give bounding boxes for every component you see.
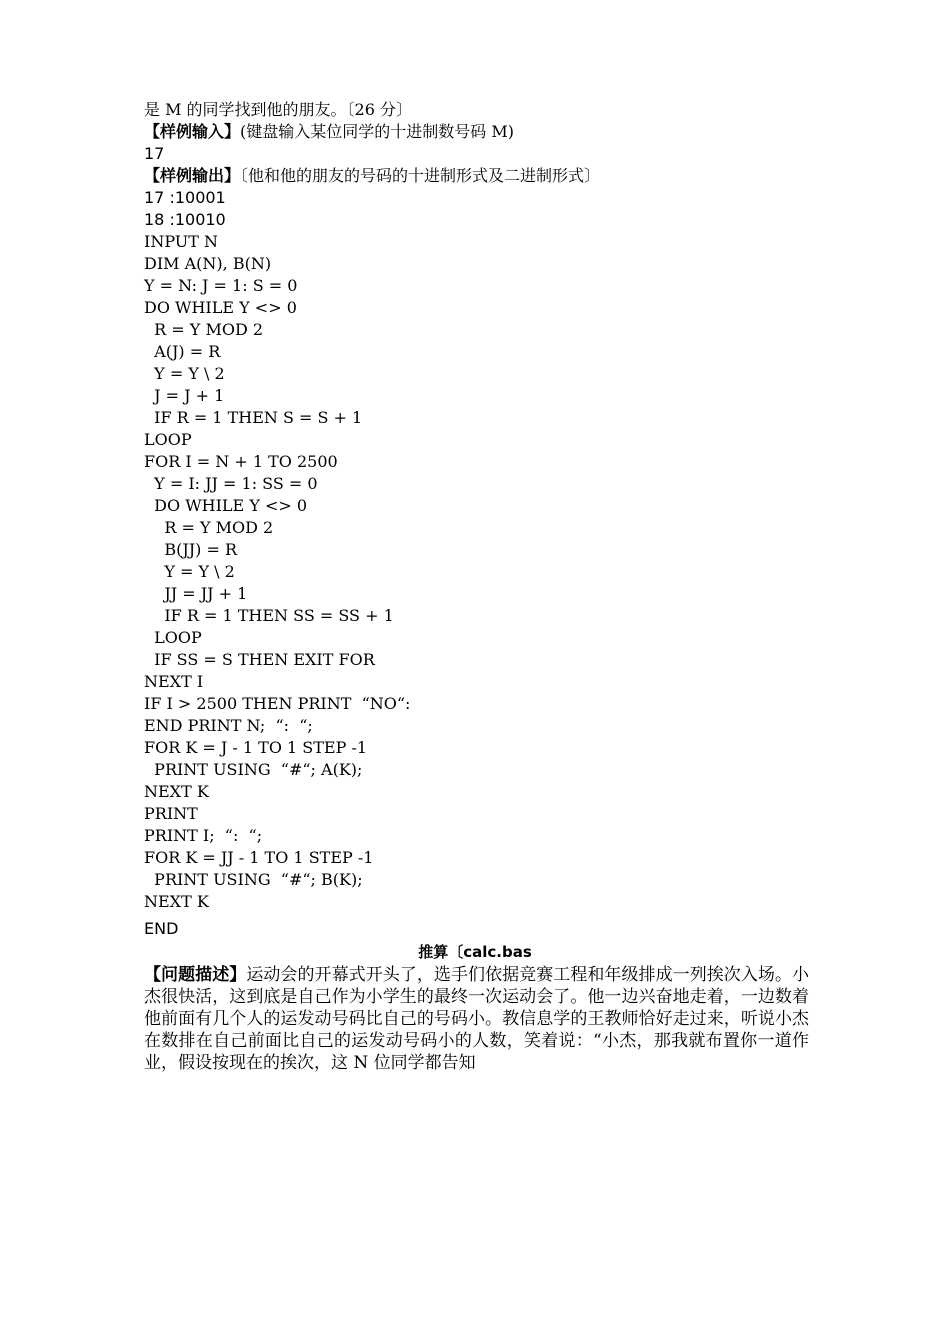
code-line: Y = Y \ 2 xyxy=(144,364,225,383)
code-end-line: END xyxy=(144,919,179,938)
problem-label: 【问题描述】 xyxy=(144,965,247,985)
code-line: R = Y MOD 2 xyxy=(144,320,264,339)
sample-input-label: 【样例输入】 xyxy=(144,122,241,141)
code-line: END PRINT N; “: “; xyxy=(144,716,313,735)
sample-input-desc: (键盘输入某位同学的十进制数号码 M) xyxy=(240,122,514,141)
code-line: PRINT USING “#“; B(K); xyxy=(144,870,363,889)
code-line: LOOP xyxy=(144,628,202,647)
sample-input-value: 17 xyxy=(144,144,165,163)
code-line: IF SS = S THEN EXIT FOR xyxy=(144,650,375,669)
code-line: DIM A(N), B(N) xyxy=(144,254,272,273)
code-line: A(J) = R xyxy=(144,342,221,361)
code-line: NEXT K xyxy=(144,892,209,911)
code-line: IF I > 2500 THEN PRINT “NO“: xyxy=(144,694,411,713)
code-line: NEXT K xyxy=(144,782,209,801)
code-line: IF R = 1 THEN SS = SS + 1 xyxy=(144,606,394,625)
problem-description xyxy=(144,964,809,1074)
sample-output-line: 17 :10001 xyxy=(144,188,226,207)
code-line: INPUT N xyxy=(144,232,219,251)
code-line: FOR I = N + 1 TO 2500 xyxy=(144,452,338,471)
sample-output-heading xyxy=(144,165,600,187)
code-line: NEXT I xyxy=(144,672,204,691)
sample-output-label: 【样例输出】 xyxy=(144,166,241,185)
code-line: Y = N: J = 1: S = 0 xyxy=(144,276,298,295)
code-line: LOOP xyxy=(144,430,192,449)
code-line: FOR K = J - 1 TO 1 STEP -1 xyxy=(144,738,368,757)
code-line: IF R = 1 THEN S = S + 1 xyxy=(144,408,363,427)
code-line: Y = Y \ 2 xyxy=(144,562,235,581)
sample-output-line: 18 :10010 xyxy=(144,210,226,229)
problem-text: 运动会的开幕式开头了，选手们依据竞赛工程和年级排成一列挨次入场。小杰很快活，这到底是自己作为小学生的最终一次运动会了。他一边兴奋地走着，一边数着他前面有几个人的运发动号码比自己的号码小。教信息学的王教师恰好走过来，听说小杰在数排在自己前面比自己的运发动号码小的人数，笑着说：“小杰，那我就布置你一道作业，假设按现在的挨次，这 N 位同学都告知 xyxy=(144,965,810,1073)
code-line: R = Y MOD 2 xyxy=(144,518,274,537)
section-title: 推算〔calc.bas xyxy=(418,943,532,961)
code-line: PRINT xyxy=(144,804,198,823)
code-line: J = J + 1 xyxy=(144,386,225,405)
sample-input-heading xyxy=(144,121,514,143)
intro-line: 是 M 的同学找到他的朋友。〔26 分〕 xyxy=(144,100,413,119)
code-line: PRINT I; “: “; xyxy=(144,826,263,845)
sample-output-desc: 〔他和他的朋友的号码的十进制形式及二进制形式〕 xyxy=(240,166,601,185)
code-line: B(JJ) = R xyxy=(144,540,238,559)
code-line: DO WHILE Y <> 0 xyxy=(144,298,297,317)
code-line: PRINT USING “#“; A(K); xyxy=(144,760,363,779)
code-line: FOR K = JJ - 1 TO 1 STEP -1 xyxy=(144,848,374,867)
code-line: DO WHILE Y <> 0 xyxy=(144,496,308,515)
code-line: Y = I: JJ = 1: SS = 0 xyxy=(144,474,318,493)
code-line: JJ = JJ + 1 xyxy=(144,584,248,603)
